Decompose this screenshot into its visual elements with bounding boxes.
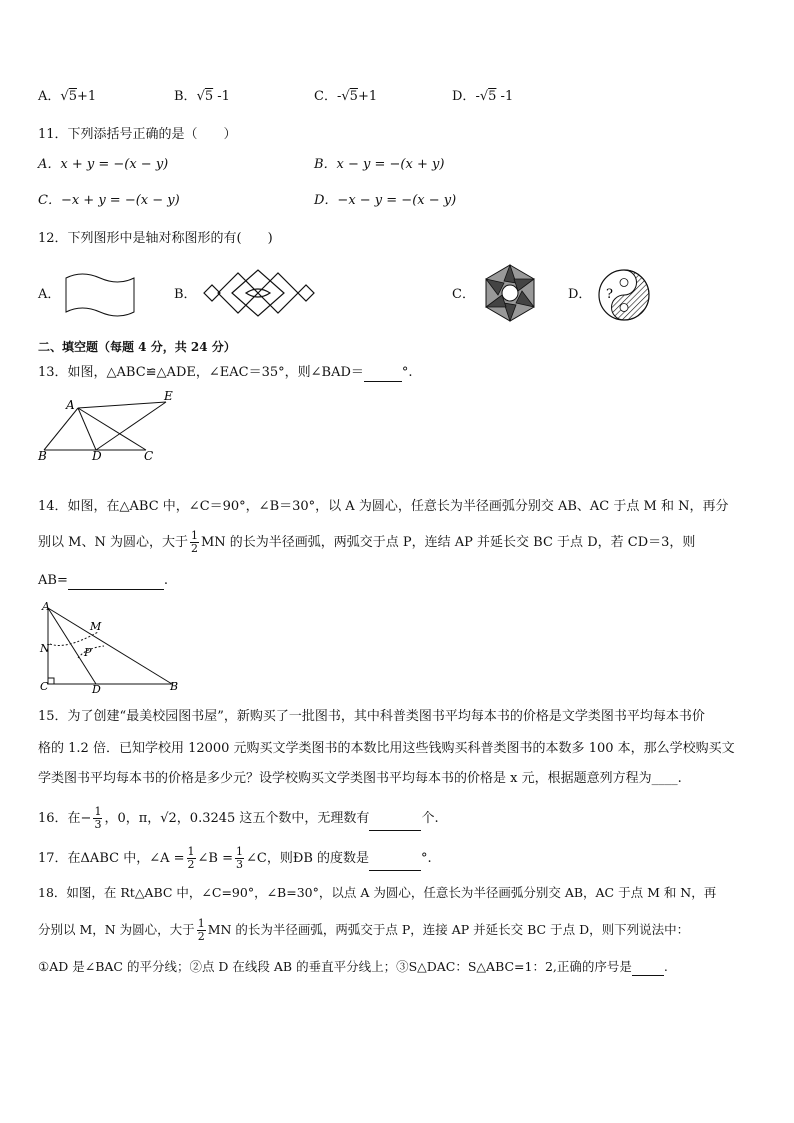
- q13-point-e: E: [164, 389, 173, 403]
- q14-point-m: M: [90, 620, 102, 633]
- section-heading: 二、填空题（每题 4 分，共 24 分）: [38, 340, 236, 354]
- q15-line2: 格的 1.2 倍．已知学校用 12000 元购买文学类图书的本数比用这些钱购买科普类图书的本数多 100 本，那么学校购买文: [38, 741, 735, 756]
- q12-label-c: C．: [452, 287, 475, 302]
- q13-point-b: B: [38, 449, 47, 460]
- q13-point-a: A: [66, 398, 75, 412]
- q14-point-a: A: [42, 600, 50, 613]
- q12-figure-d: [596, 268, 656, 322]
- q12-label-d: D．: [568, 287, 592, 302]
- q17-text: 17．在ΔABC 中，∠A = $\frac{1}{2}$ ∠B = $\frac{1}{3}$ ∠C，则ÐB 的度数是 °.: [38, 845, 432, 871]
- q15-line1: 15．为了创建“最美校园图书屋”，新购买了一批图书，其中科普类图书平均每本书的价格是文学类图书平均每本书价: [38, 709, 705, 724]
- q10-option-c: C．-√5+1: [314, 89, 378, 104]
- q10-option-b: B．√5 -1: [174, 89, 230, 104]
- q16-text: 16．在− $\frac{1}{3}$ ，0，π，√2，0.3245 这五个数中，无理数有 个.: [38, 805, 439, 831]
- q13-text: 13．如图，△ABC≌△ADE，∠EAC＝35°，则∠BAD＝ °.: [38, 365, 413, 380]
- q14-point-n: N: [40, 642, 50, 655]
- q10-option-d: D．-√5 -1: [452, 89, 514, 104]
- q13-figure: [36, 388, 182, 460]
- q14-line2: 别以 M、N 为圆心，大于 $\frac{1}{2}$ MN 的长为半径画弧，两弧交于点 P，连结 AP 并延长交 BC 于点 D，若 CD＝3，则: [38, 529, 696, 555]
- q14-figure: [36, 598, 186, 694]
- q13-point-d: D: [92, 449, 102, 460]
- q11-stem: 11．下列添括号正确的是（ ）: [38, 127, 237, 142]
- q10-option-a: A．√5+1: [38, 89, 97, 104]
- q18-line1: 18．如图，在 Rt△ABC 中，∠C=90°，∠B=30°，以点 A 为圆心，任意长为半径画弧分别交 AB，AC 于点 M 和 N，再: [38, 885, 717, 900]
- q12-stem: 12．下列图形中是轴对称图形的有( ): [38, 231, 273, 246]
- q11-option-c: C．−x + y = −(x − y): [38, 193, 180, 208]
- q12-d-mark: ?: [606, 287, 613, 302]
- q13-point-c: C: [144, 449, 154, 460]
- q12-figure-a: [60, 270, 140, 320]
- q14-line3: AB= .: [38, 573, 168, 588]
- q14-point-c: C: [40, 680, 49, 693]
- q12-label-b: B．: [174, 287, 197, 302]
- q11-option-d: D．−x − y = −(x − y): [314, 193, 457, 208]
- q11-option-a: A．x + y = −(x − y): [38, 157, 169, 172]
- q14-point-p: P: [84, 646, 92, 659]
- q14-point-b: B: [170, 680, 179, 693]
- q14-point-d: D: [92, 683, 101, 694]
- q15-line3: 学类图书平均每本书的价格是多少元？设学校购买文学类图书平均每本书的价格是 x 元，根据题意列方程为____.: [38, 771, 682, 786]
- q14-line1: 14．如图，在△ABC 中，∠C＝90°，∠B＝30°，以 A 为圆心，任意长为半径画弧分别交 AB、AC 于点 M 和 N，再分: [38, 499, 729, 514]
- q12-label-a: A．: [38, 287, 61, 302]
- q18-line2: 分别以 M，N 为圆心，大于 $\frac{1}{2}$ MN 的长为半径画弧，两弧交于点 P，连接 AP 并延长交 BC 于点 D，则下列说法中：: [38, 917, 690, 943]
- q12-figure-c: [478, 263, 542, 323]
- q18-line3: ①AD 是∠BAC 的平分线；②点 D 在线段 AB 的垂直平分线上；③S△DAC：S△ABC=1：2,正确的序号是 .: [38, 959, 668, 974]
- q11-option-b: B．x − y = −(x + y): [314, 157, 445, 172]
- q12-figure-b: [200, 268, 320, 318]
